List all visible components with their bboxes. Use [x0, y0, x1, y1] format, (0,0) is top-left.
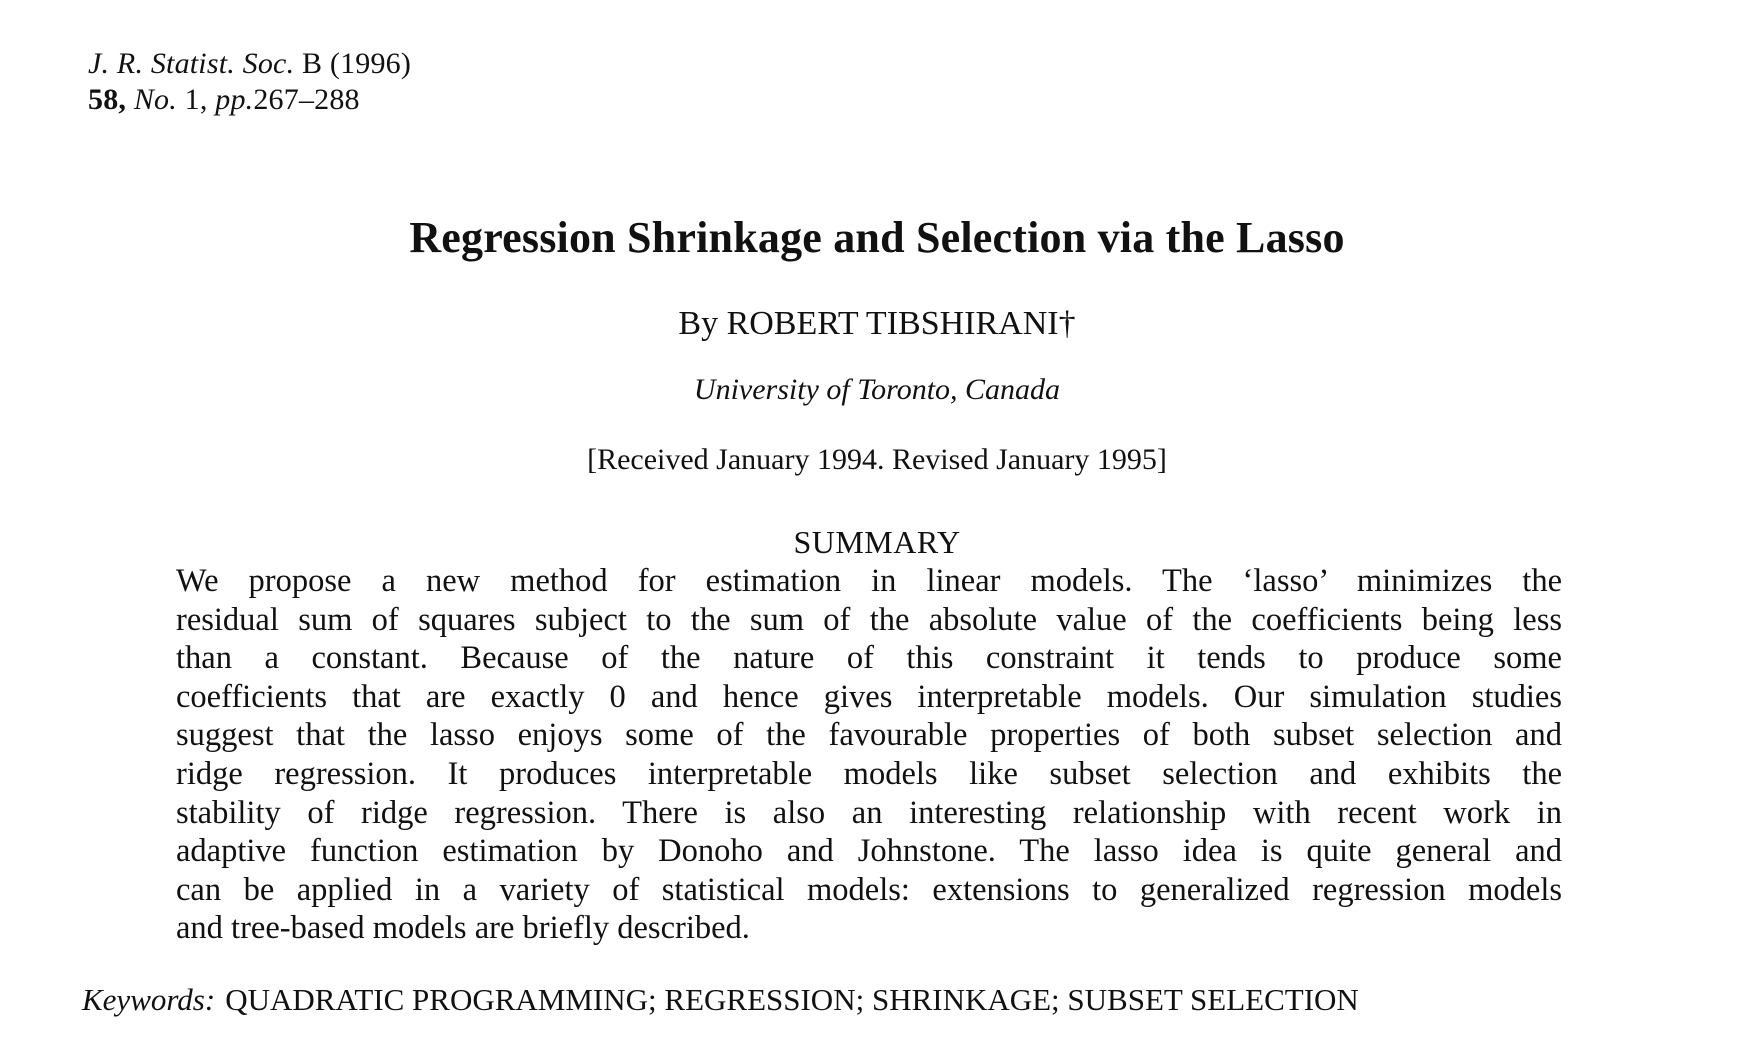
journal-series: B (1996) [301, 47, 412, 80]
summary-line: than a constant. Because of the nature of this constraint it tends to produce some [176, 640, 1562, 677]
keywords-line [82, 980, 1359, 1020]
paper-affiliation: University of Toronto, Canada [693, 373, 1061, 406]
journal-name: J. R. Statist. Soc. [88, 47, 295, 80]
journal-pages-label: pp. [215, 83, 254, 116]
received-dates: [Received January 1994. Revised January 1995] [587, 443, 1167, 476]
summary-line: stability of ridge regression. There is also an interesting relationship with recent work in [176, 794, 1562, 831]
summary-line: can be applied in a variety of statistical models: extensions to generalized regression models [176, 871, 1562, 908]
summary-line: residual sum of squares subject to the sum of the absolute value of the coefficients being less [176, 601, 1562, 638]
paper-title: Regression Shrinkage and Selection via the Lasso [409, 213, 1345, 262]
summary-line: suggest that the lasso enjoys some of the favourable properties of both subset selection and [176, 717, 1562, 754]
summary-line: We propose a new method for estimation in linear models. The ‘lasso’ minimizes the [176, 563, 1562, 599]
journal-reference [88, 46, 411, 118]
summary-line: adaptive function estimation by Donoho and Johnstone. The lasso idea is quite general and [176, 833, 1562, 870]
keywords-list: QUADRATIC PROGRAMMING; REGRESSION; SHRINKAGE; SUBSET SELECTION [225, 982, 1359, 1017]
journal-pages: 267–288 [253, 83, 360, 116]
journal-volume-line [88, 82, 411, 118]
summary-line: and tree-based models are briefly described. [176, 910, 750, 947]
summary-line: coefficients that are exactly 0 and hence gives interpretable models. Our simulation studies [176, 678, 1562, 715]
journal-issue-label: No. [133, 83, 177, 116]
paper-author: By ROBERT TIBSHIRANI† [678, 305, 1076, 342]
keywords-label: Keywords: [82, 982, 216, 1017]
summary-line: ridge regression. It produces interpretable models like subset selection and exhibits the [176, 755, 1562, 792]
journal-issue-number: 1, [184, 83, 208, 116]
summary-abstract [176, 562, 1562, 948]
journal-citation-line [88, 46, 411, 82]
journal-volume: 58, [88, 83, 127, 116]
summary-heading: SUMMARY [793, 524, 961, 560]
